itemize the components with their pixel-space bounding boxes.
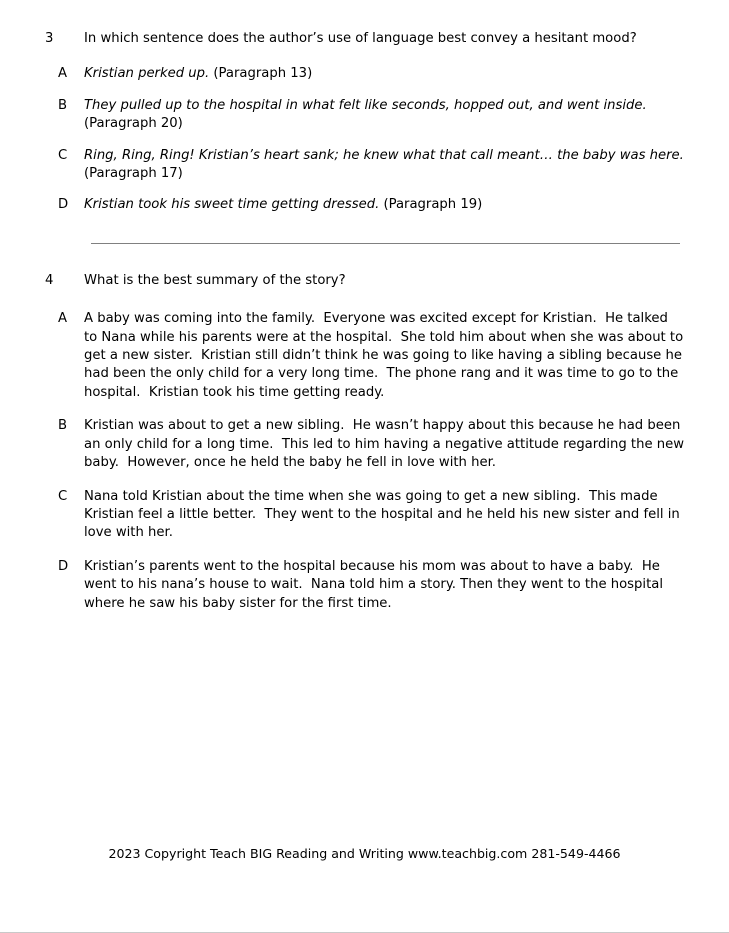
choice-3-b-letter: B — [58, 97, 68, 113]
worksheet-content — [0, 30, 729, 628]
choice-3-d-letter: D — [58, 197, 69, 213]
divider-line — [91, 243, 680, 244]
choice-3-c-letter: C — [58, 147, 68, 163]
choice-3-a-letter: A — [58, 66, 68, 82]
choice-4-b-letter: B — [58, 418, 68, 434]
choice-4-d[interactable] — [0, 558, 729, 613]
choice-3-a-text — [84, 65, 685, 83]
question-4 — [0, 272, 729, 290]
choice-4-a-letter: A — [58, 311, 68, 327]
choice-4-a[interactable] — [0, 310, 729, 402]
choice-3-c[interactable] — [0, 147, 729, 184]
choice-3-b-quote: They pulled up to the hospital in what felt like seconds, hopped out, and went inside. — [84, 97, 647, 113]
question-3-number: 3 — [45, 31, 54, 46]
question-4-choices — [0, 310, 729, 613]
choice-4-d-text: Kristian’s parents went to the hospital because his mom was about to have a baby. He went to his nana’s house to wait. Nana told him a story. Then they went to the hospital where he saw his baby sister for the first time. — [84, 558, 668, 611]
choice-4-a-text: A baby was coming into the family. Everyone was excited except for Kristian. He talked to Nana while his parents were at the hospital. She told him about when she was about to get a new sister. Kristian still didn’t think he was going to like having a sibling because he had been the only child for a very long time. The phone rang and it was time to go to the hospital. Kristian took his time getting ready. — [84, 311, 688, 400]
choice-3-a[interactable] — [0, 65, 729, 83]
choice-3-d-quote: Kristian took his sweet time getting dressed. — [84, 197, 380, 213]
choice-3-d-text — [84, 196, 685, 214]
choice-4-c-letter: C — [58, 488, 68, 504]
choice-3-c-text — [84, 147, 689, 184]
choice-3-d-citation: (Paragraph 19) — [379, 197, 483, 213]
section-divider — [0, 243, 729, 244]
question-3 — [0, 30, 729, 48]
question-4-stem: What is the best summary of the story? — [84, 272, 346, 288]
choice-4-b[interactable] — [0, 417, 729, 472]
choice-4-c[interactable] — [0, 488, 729, 543]
choice-3-b-citation: (Paragraph 20) — [84, 97, 651, 132]
choice-3-a-quote: Kristian perked up. — [84, 66, 210, 82]
choice-3-a-citation: (Paragraph 13) — [209, 66, 313, 82]
choice-3-c-citation: (Paragraph 17) — [84, 147, 689, 182]
question-4-number: 4 — [45, 272, 54, 288]
choice-4-b-text: Kristian was about to get a new sibling. He wasn’t happy about this because he had been an only child for a long time. This led to him having a negative attitude regarding the new baby. However, once he held the baby he fell in love with her. — [84, 418, 689, 471]
question-3-choices — [0, 65, 729, 214]
choice-4-d-letter: D — [58, 558, 69, 574]
question-block-4 — [0, 272, 729, 613]
page-footer: 2023 Copyright Teach BIG Reading and Writing www.teachbig.com 281-549-4466 — [108, 846, 621, 861]
question-block-3 — [0, 30, 729, 215]
choice-3-b-text — [84, 97, 685, 134]
question-3-stem: In which sentence does the author’s use of language best convey a hesitant mood? — [84, 31, 637, 46]
choice-3-d[interactable] — [0, 196, 729, 214]
choice-3-b[interactable] — [0, 97, 729, 134]
choice-4-c-text: Nana told Kristian about the time when she was going to get a new sibling. This made Kristian feel a little better. They went to the hospital and he held his new sister and fell in love with her. — [84, 488, 684, 541]
choice-3-c-quote: Ring, Ring, Ring! Kristian’s heart sank; he knew what that call meant… the baby was here. — [84, 147, 684, 163]
